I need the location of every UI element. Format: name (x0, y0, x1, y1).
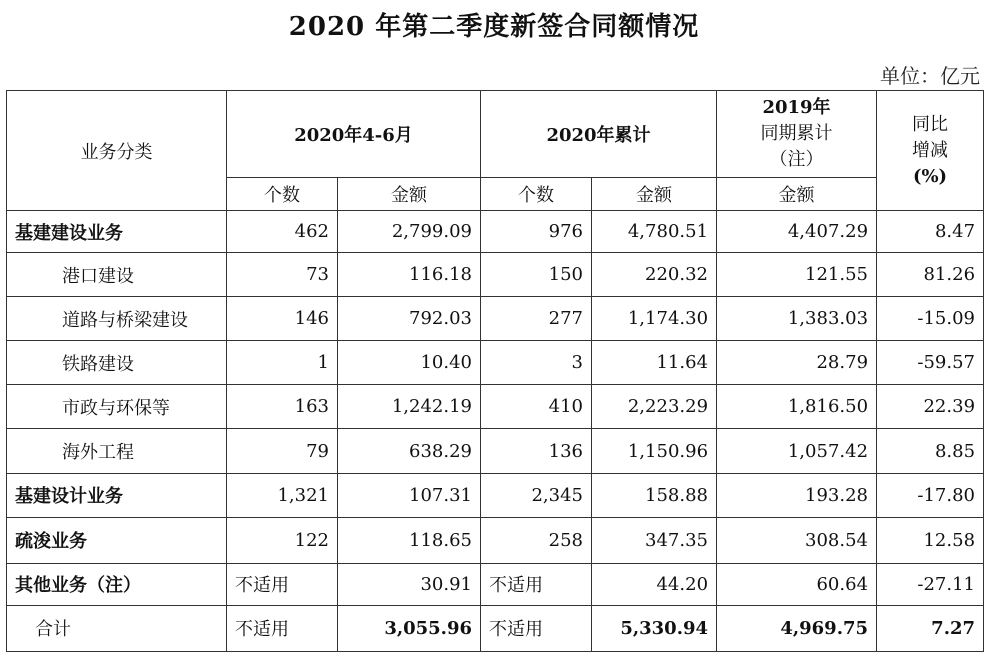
row-label: 疏浚业务 (7, 517, 227, 563)
header-ytd-count: 个数 (481, 178, 592, 211)
cell-yoy: 22.39 (877, 385, 984, 429)
cell-q2-count: 146 (227, 297, 338, 341)
table-row (7, 473, 984, 517)
row-label: 海外工程 (7, 429, 227, 473)
cell-yoy: 81.26 (877, 253, 984, 297)
cell-q2-count: 不适用 (227, 605, 338, 651)
cell-ytd-amount: 2,223.29 (592, 385, 717, 429)
page-title: 2020 年第二季度新签合同额情况 (288, 12, 700, 42)
cell-ytd-amount: 158.88 (592, 473, 717, 517)
cell-prev-amount: 1,383.03 (717, 297, 877, 341)
cell-prev-amount: 308.54 (717, 517, 877, 563)
contract-table (6, 90, 984, 652)
cell-q2-count: 73 (227, 253, 338, 297)
cell-q2-amount: 3,055.96 (338, 605, 481, 651)
table-row (7, 563, 984, 605)
cell-prev-amount: 60.64 (717, 563, 877, 605)
cell-q2-count: 163 (227, 385, 338, 429)
cell-prev-amount: 121.55 (717, 253, 877, 297)
cell-ytd-amount: 5,330.94 (592, 605, 717, 651)
cell-ytd-count: 不适用 (481, 605, 592, 651)
total-row (7, 605, 984, 651)
cell-yoy: -17.80 (877, 473, 984, 517)
header-q2-amount: 金额 (338, 178, 481, 211)
cell-q2-count: 不适用 (227, 563, 338, 605)
header-yoy-line2: 增减 (912, 139, 949, 161)
cell-ytd-amount: 220.32 (592, 253, 717, 297)
cell-q2-count: 462 (227, 211, 338, 253)
cell-prev-amount: 4,969.75 (717, 605, 877, 651)
cell-ytd-count: 150 (481, 253, 592, 297)
row-label: 其他业务（注） (7, 563, 227, 605)
cell-prev-amount: 4,407.29 (717, 211, 877, 253)
cell-ytd-amount: 1,174.30 (592, 297, 717, 341)
cell-q2-amount: 118.65 (338, 517, 481, 563)
cell-ytd-count: 277 (481, 297, 592, 341)
header-ytd-2019-line1: 2019年 (762, 97, 831, 118)
cell-q2-amount: 30.91 (338, 563, 481, 605)
header-ytd-2019-line3: （注） (769, 149, 824, 170)
table-row (7, 341, 984, 385)
cell-q2-amount: 792.03 (338, 297, 481, 341)
header-row-1 (7, 91, 984, 178)
cell-ytd-amount: 1,150.96 (592, 429, 717, 473)
row-label: 道路与桥梁建设 (7, 297, 227, 341)
header-ytd-2020: 2020年累计 (481, 91, 717, 178)
table-row (7, 517, 984, 563)
table-row (7, 385, 984, 429)
row-label: 基建设计业务 (7, 473, 227, 517)
header-q2-count: 个数 (227, 178, 338, 211)
cell-ytd-count: 2,345 (481, 473, 592, 517)
table-row (7, 211, 984, 253)
cell-prev-amount: 193.28 (717, 473, 877, 517)
cell-ytd-count: 976 (481, 211, 592, 253)
cell-ytd-count: 不适用 (481, 563, 592, 605)
cell-ytd-amount: 347.35 (592, 517, 717, 563)
cell-yoy: 12.58 (877, 517, 984, 563)
cell-yoy: 7.27 (877, 605, 984, 651)
header-ytd-2019-line2: 同期累计 (760, 123, 833, 144)
cell-q2-count: 122 (227, 517, 338, 563)
cell-yoy: -59.57 (877, 341, 984, 385)
cell-prev-amount: 28.79 (717, 341, 877, 385)
cell-q2-amount: 107.31 (338, 473, 481, 517)
header-yoy (877, 91, 984, 211)
header-prev-amount: 金额 (717, 178, 877, 211)
row-label: 基建建设业务 (7, 211, 227, 253)
header-q2: 2020年4-6月 (227, 91, 481, 178)
table-row (7, 297, 984, 341)
cell-ytd-count: 258 (481, 517, 592, 563)
header-ytd-amount: 金额 (592, 178, 717, 211)
header-yoy-line1: 同比 (912, 113, 949, 135)
cell-ytd-amount: 4,780.51 (592, 211, 717, 253)
header-yoy-line3: (%) (912, 165, 948, 187)
row-label: 铁路建设 (7, 341, 227, 385)
row-label: 港口建设 (7, 253, 227, 297)
cell-ytd-amount: 44.20 (592, 563, 717, 605)
cell-yoy: 8.47 (877, 211, 984, 253)
cell-yoy: -15.09 (877, 297, 984, 341)
unit-label: 单位：亿元 (880, 64, 980, 88)
cell-ytd-amount: 11.64 (592, 341, 717, 385)
cell-q2-amount: 2,799.09 (338, 211, 481, 253)
cell-q2-count: 1 (227, 341, 338, 385)
row-label: 市政与环保等 (7, 385, 227, 429)
cell-q2-amount: 1,242.19 (338, 385, 481, 429)
table-row (7, 429, 984, 473)
cell-q2-count: 1,321 (227, 473, 338, 517)
cell-ytd-count: 3 (481, 341, 592, 385)
cell-q2-amount: 10.40 (338, 341, 481, 385)
cell-yoy: -27.11 (877, 563, 984, 605)
cell-q2-amount: 116.18 (338, 253, 481, 297)
cell-q2-amount: 638.29 (338, 429, 481, 473)
header-category: 业务分类 (7, 91, 227, 211)
cell-ytd-count: 410 (481, 385, 592, 429)
cell-prev-amount: 1,057.42 (717, 429, 877, 473)
cell-ytd-count: 136 (481, 429, 592, 473)
header-ytd-2019 (717, 91, 877, 178)
cell-q2-count: 79 (227, 429, 338, 473)
table-row (7, 253, 984, 297)
cell-prev-amount: 1,816.50 (717, 385, 877, 429)
row-label: 合计 (7, 605, 227, 651)
cell-yoy: 8.85 (877, 429, 984, 473)
